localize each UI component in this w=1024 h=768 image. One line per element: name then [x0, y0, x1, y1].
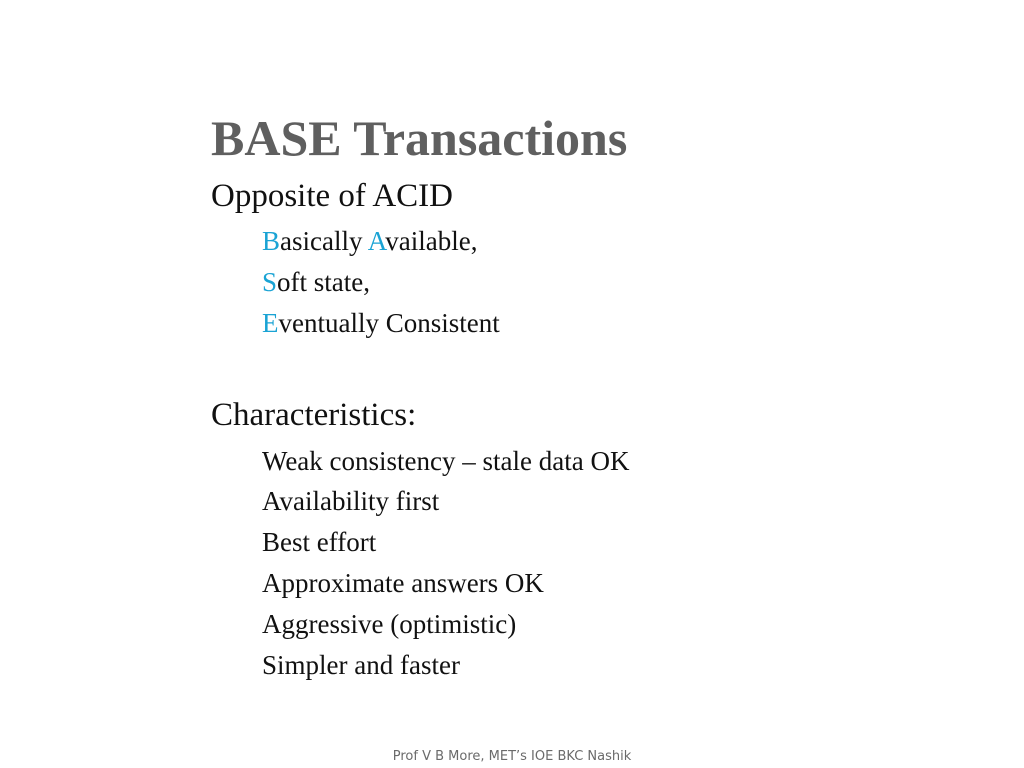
characteristic-item: Weak consistency – stale data OK [262, 446, 630, 476]
base-item-text: oft state, [277, 267, 371, 297]
base-item-soft-state [262, 265, 370, 299]
accent-letter: S [262, 267, 278, 297]
characteristic-item: Aggressive (optimistic) [262, 609, 517, 639]
characteristic-item: Approximate answers OK [262, 568, 544, 598]
base-item-eventually-consistent [262, 306, 500, 340]
characteristic-item: Best effort [262, 527, 377, 557]
base-item-text: asically [280, 226, 368, 256]
subtitle-opposite-of-acid: Opposite of ACID [211, 178, 453, 214]
characteristic-item: Availability first [262, 486, 440, 516]
slide-footer: Prof V B More, MET’s IOE BKC Nashik [392, 749, 632, 764]
base-item-basically-available [262, 224, 477, 258]
slide-title: BASE Transactions [211, 110, 628, 166]
accent-letter: A [367, 226, 386, 256]
accent-letter: B [262, 226, 281, 256]
base-item-text: ventually Consistent [278, 308, 500, 338]
characteristics-heading: Characteristics: [211, 397, 417, 433]
base-item-text: vailable, [385, 226, 478, 256]
characteristic-item: Simpler and faster [262, 650, 460, 680]
accent-letter: E [262, 308, 279, 338]
